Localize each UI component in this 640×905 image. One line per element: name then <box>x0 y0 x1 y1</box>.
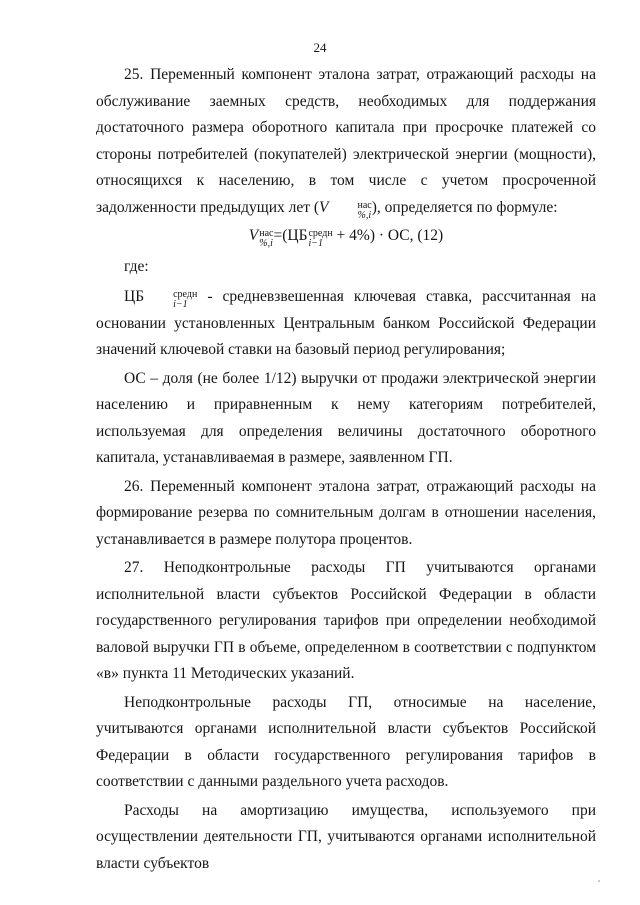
page-number: 24 <box>313 40 327 55</box>
formula-cb: =(ЦБ <box>273 227 308 244</box>
formula-12 <box>96 223 596 250</box>
document-body <box>96 62 596 877</box>
variable-v-indices: нас %,i <box>357 199 372 221</box>
paragraph-27-amortization: Расходы на амортизацию имущества, используемого при осуществлении деятельности ГП, учитываются органами исполнительной власти субъектов <box>96 801 596 872</box>
variable-v: V <box>319 198 329 216</box>
where-label: где: <box>124 257 149 275</box>
paragraph-25-tail: ), определяется по формуле: <box>371 198 558 216</box>
paragraph-25-text: 25. Переменный компонент эталона затрат, отражающий расходы на обслуживание заемных средств, необходимых для поддержания достаточного размера оборотного капитала при просрочке платежей со стороны потребителей (покупателей) электрической энергии (мощности), относящихся к населению, в том числе с учетом просроченной задолженности предыдущих лет ( <box>96 66 596 216</box>
formula-rest: + 4%) · ОС, (12) <box>332 227 444 244</box>
definition-os: ОС – доля (не более 1/12) выручки от продажи электрической энергии населению и приравненным к нему категориям потребителей, используемая для определения величины достаточного оборотного капитала, устанавливаемая в размере, заявленном ГП. <box>96 369 596 466</box>
formula-lhs: V <box>248 227 259 244</box>
paragraph-27-nonpopulation: Неподконтрольные расходы ГП, относимые на население, учитываются органами исполнительной власти субъектов Российской Федерации в области государственного регулирования тарифов в соответствии с данными раздельного учета расходов. <box>96 693 596 790</box>
definition-cb-indices: средн i−1 <box>173 289 198 310</box>
definition-cb-text: - средневзвешенная ключевая ставка, рассчитанная на основании установленных Центральным банком Российской Федерации значений ключевой ставки на базовый период регулирования; <box>96 288 596 358</box>
definition-cb <box>96 284 596 364</box>
formula-cb-indices: средн i−1 <box>308 228 333 249</box>
paragraph-27: 27. Неподконтрольные расходы ГП учитываются органами исполнительной власти субъектов Российской Федерации в области государственного регулирования тарифов при определении необходимой валовой выручки ГП в объеме, определенном в соответствии с подпунктом «в» пункта 11 Методических указаний. <box>96 559 596 682</box>
formula-lhs-indices: нас %,i <box>259 228 274 249</box>
scan-speck <box>598 880 600 882</box>
paragraph-26: 26. Переменный компонент эталона затрат, отражающий расходы на формирование резерва по сомнительным долгам в отношении населения, устанавливается в размере полутора процентов. <box>96 477 596 548</box>
paragraph-25 <box>96 62 596 221</box>
definition-cb-symbol: ЦБ <box>124 288 145 305</box>
